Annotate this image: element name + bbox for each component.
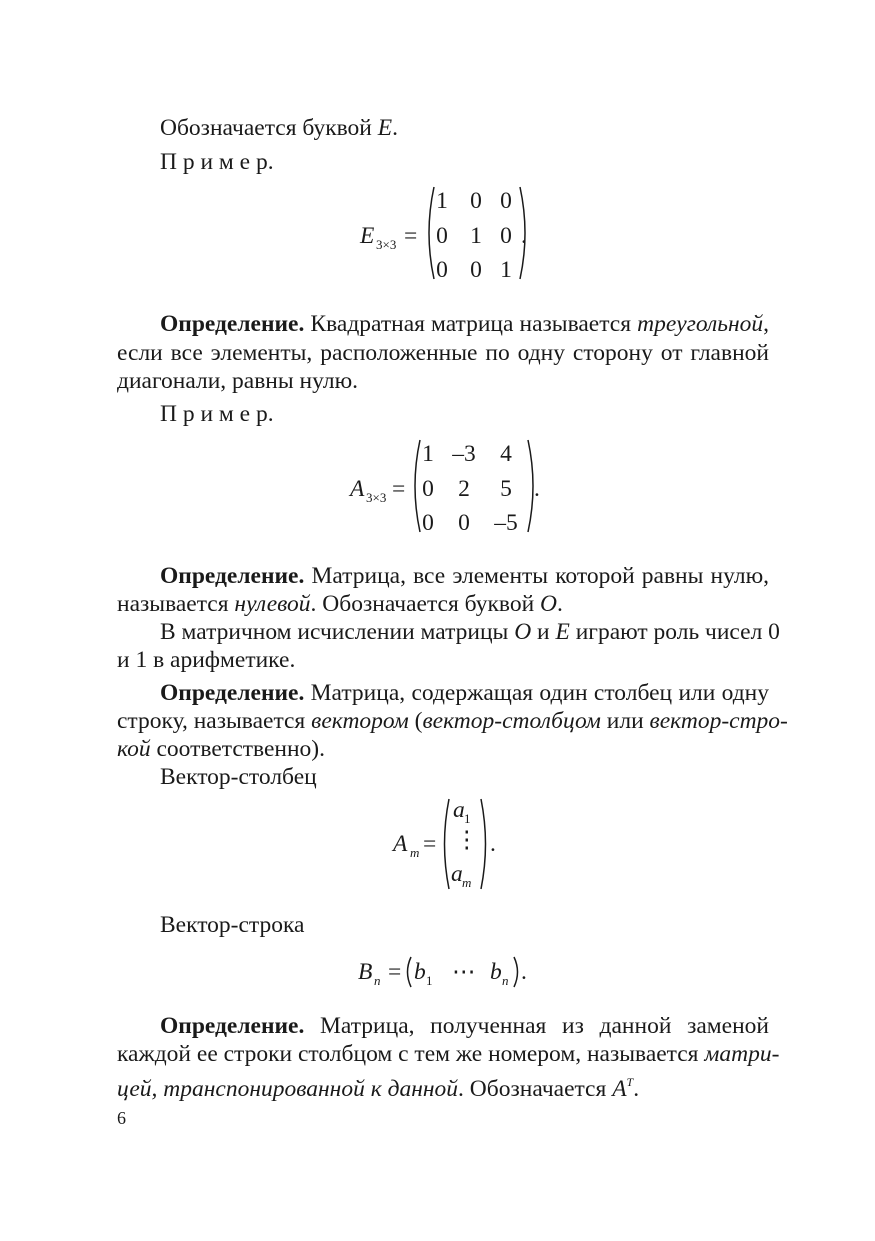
vertical-ellipsis: ⋮ bbox=[455, 827, 479, 853]
matrix-cell: 0 bbox=[458, 510, 470, 536]
matrix-cell: 1 bbox=[422, 441, 434, 467]
vector-entry: b 1 bbox=[414, 959, 433, 988]
definition-triangular-line-2: если все элементы, расположенные по одну сторону от главной bbox=[117, 340, 769, 366]
matrix-calculus-line-1: В матричном исчислении матрицы O и E играют роль чисел 0 bbox=[160, 619, 780, 645]
matrix-cell: 0 bbox=[436, 257, 448, 283]
matrix-cell: 0 bbox=[500, 223, 512, 249]
definition-transpose-line-1: Определение. Матрица, полученная из данной заменой bbox=[160, 1013, 769, 1039]
matrix-cell: –3 bbox=[452, 441, 476, 467]
matrix-cell: 2 bbox=[458, 476, 470, 502]
vector-entry: a 1 bbox=[453, 797, 471, 826]
definition-transpose-line-3: цей, транспонированной к данной. Обозначается $A^T$. bbox=[117, 1075, 640, 1102]
definition-triangular-line-3: диагонали, равны нулю. bbox=[117, 368, 359, 394]
definition-triangular-line-1: Определение. Квадратная матрица называется треугольной, bbox=[160, 311, 770, 337]
matrix-cell: 0 bbox=[470, 188, 482, 214]
matrix-cell: 0 bbox=[422, 476, 434, 502]
definition-transpose-line-2: каждой ее строки столбцом с тем же номером, называется матри- bbox=[117, 1041, 780, 1067]
matrix-cell: 1 bbox=[500, 257, 512, 283]
matrix-cell: 4 bbox=[500, 441, 512, 467]
equation-triangular-matrix: A 3×3 = 1 –3 4 0 2 5 0 0 –5 . bbox=[350, 436, 570, 546]
matrix-cell: 0 bbox=[470, 257, 482, 283]
paragraph-denoted-e: Обозначается буквой E. bbox=[160, 115, 398, 141]
equation-identity-matrix: E 3×3 = 1 0 0 0 1 0 0 0 1 . bbox=[360, 183, 560, 293]
equals-sign: = bbox=[423, 831, 437, 857]
example-label-1: П р и м е р. bbox=[160, 149, 274, 175]
matrix-cell: 1 bbox=[436, 188, 448, 214]
matrix-cell: 0 bbox=[436, 223, 448, 249]
left-paren-icon bbox=[439, 795, 451, 893]
matrix-cell: –5 bbox=[494, 510, 518, 536]
vector-row-label: Вектор-строка bbox=[160, 912, 305, 938]
matrix-cell: 5 bbox=[500, 476, 512, 502]
horizontal-ellipsis: ⋯ bbox=[452, 959, 476, 985]
equals-sign: = bbox=[404, 223, 418, 249]
vector-entry: b n bbox=[490, 959, 509, 988]
identity-matrix-body bbox=[422, 183, 522, 283]
page-number: 6 bbox=[117, 1108, 126, 1128]
definition-vector-line-2: строку, называется вектором (вектор-столбцом или вектор-стро- bbox=[117, 708, 788, 734]
example-label-2: П р и м е р. bbox=[160, 401, 274, 427]
vector-column-label: Вектор-столбец bbox=[160, 764, 317, 790]
matrix-calculus-line-2: и 1 в арифметике. bbox=[117, 647, 296, 673]
definition-vector-line-3: кой соответственно). bbox=[117, 736, 326, 762]
equals-sign: = bbox=[388, 959, 402, 985]
definition-zero-line-1: Определение. Матрица, все элементы которой равны нулю, bbox=[160, 563, 770, 589]
column-vector-body bbox=[439, 795, 491, 893]
equals-sign: = bbox=[392, 476, 406, 502]
left-paren-icon bbox=[403, 955, 413, 989]
matrix-cell: 0 bbox=[500, 188, 512, 214]
definition-zero-line-2: называется нулевой. Обозначается буквой O. bbox=[117, 591, 563, 617]
equation-column-vector: A m = a 1 ⋮ a m . bbox=[393, 795, 513, 895]
equation-row-vector: B n = b 1 ⋯ b n . bbox=[358, 955, 558, 995]
vector-entry: a m bbox=[451, 861, 472, 890]
definition-vector-line-1: Определение. Матрица, содержащая один столбец или одну bbox=[160, 680, 769, 706]
triangular-matrix-body bbox=[408, 436, 538, 536]
matrix-cell: 0 bbox=[422, 510, 434, 536]
matrix-cell: 1 bbox=[470, 223, 482, 249]
